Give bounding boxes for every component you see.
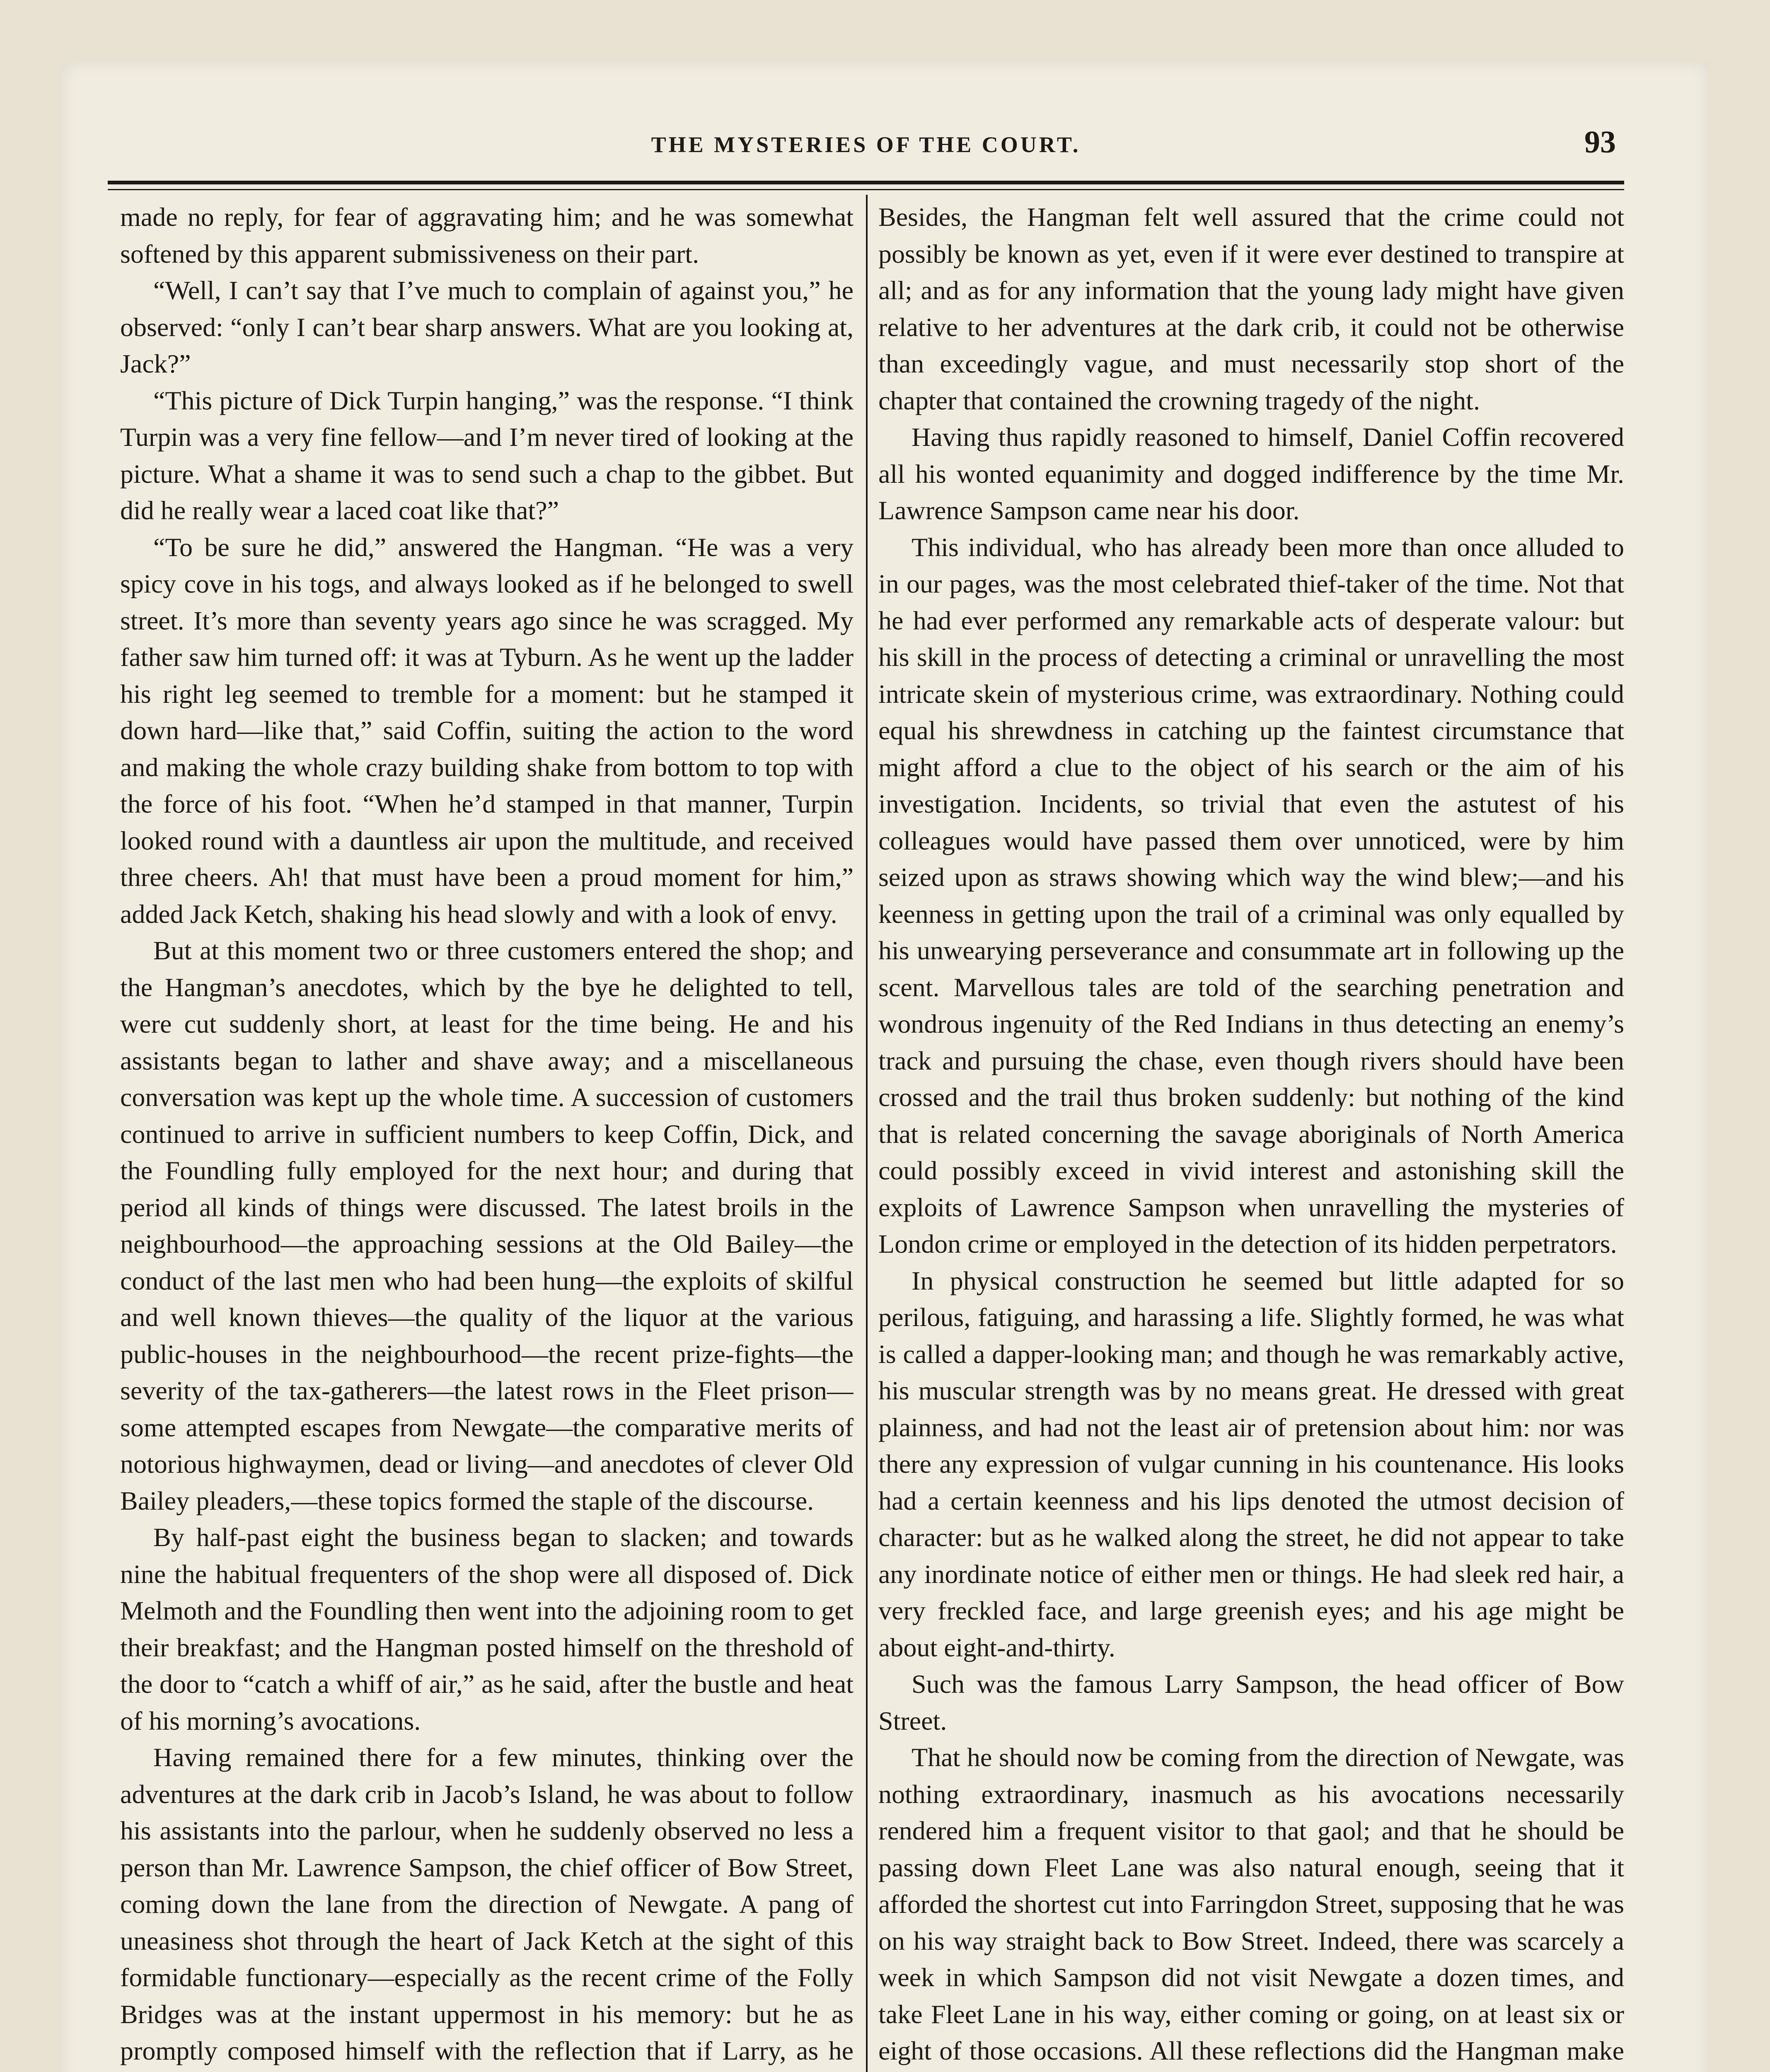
paragraph: Such was the famous Larry Sampson, the head officer of Bow Street.	[878, 1669, 1624, 1736]
left-column	[120, 199, 854, 2072]
header-rule-thin	[108, 189, 1624, 190]
running-head	[108, 124, 1624, 174]
paragraph: Having thus rapidly reasoned to himself, Daniel Coffin recovered all his wonted equanimity and dogged indifference by the time Mr. Lawrence Sampson came near his door.	[878, 422, 1624, 525]
paragraph: Besides, the Hangman felt well assured that the crime could not possibly be known as yet, even if it were ever destined to transpire at all; and as for any information that the young lady might have given relative to her adventures at the dark crib, it could not be otherwise than exceedingly vague, and must necessarily stop short of the chapter that contained the crowning tragedy of the night.	[878, 202, 1624, 415]
header-rule	[108, 181, 1624, 184]
paragraph: “This picture of Dick Turpin hanging,” was the response. “I think Turpin was a very fine fellow—and I’m never tired of looking at the picture. What a shame it was to send such a chap to the gibbet. But did he really wear a laced coat like that?”	[120, 385, 854, 525]
paragraph: By half-past eight the business began to slacken; and towards nine the habitual frequenters of the shop were all disposed of. Dick Melmoth and the Foundling then went into the adjoining room to get their breakfast; and the Hangman posted himself on the threshold of the door to “catch a whiff of air,” as he said, after the bustle and heat of his morning’s avocations.	[120, 1523, 854, 1736]
paragraph: That he should now be coming from the direction of Newgate, was nothing extraordinary, inasmuch as his avocations necessarily rendered him a frequent visitor to that gaol; and that he should be passing down Fleet Lane was also natural enough, seeing that it afforded the shortest cut into Farringdon Street, supposing that he was on his way straight back to Bow Street. Indeed, there was scarcely a week in which Sampson did not visit Newgate a dozen times, and take Fleet Lane in his way, either coming or going, on at least six or eight of those occasions. All these reflections did the Hangman make	[878, 1743, 1624, 2065]
paragraph: made no reply, for fear of aggravating him; and he was somewhat softened by this apparent submissiveness on their part.	[120, 202, 854, 269]
paragraph: But at this moment two or three customers entered the shop; and the Hangman’s anecdotes, which by the bye he delighted to tell, were cut suddenly short, at least for the time being. He and his assistants began to lather and shave away; and a miscellaneous conversation was kept up the whole time. A succession of customers continued to arrive in sufficient numbers to keep Coffin, Dick, and the Foundling fully employed for the next hour; and during that period all kinds of things were discussed. The latest broils in the neighbourhood—the approaching sessions at the Old Bailey—the conduct of the last men who had been hung—the exploits of skilful and well known thieves—the quality of the liquor at the various public-houses in the neighbourhood—the recent prize-fights—the severity of the tax-gatherers—the latest rows in the Fleet prison—some attempted escapes from Newgate—the comparative merits of notorious highwaymen, dead or living—and anecdotes of clever Old Bailey pleaders,—these topics formed the staple of the discourse.	[120, 936, 854, 1515]
column-divider	[866, 195, 868, 2072]
page-number: 93	[1584, 125, 1616, 160]
paragraph: This individual, who has already been more than once alluded to in our pages, was the most celebrated thief-taker of the time. Not that he had ever performed any remarkable acts of desperate valour: but his skill in the process of detecting a criminal or unravelling the most intricate skein of mysterious crime, was extraordinary. Nothing could equal his shrewdness in catching up the faintest circumstance that might afford a clue to the object of his search or the aim of his investigation. Incidents, so trivial that even the astutest of his colleagues would have passed them over unnoticed, were by him seized upon as straws showing which way the wind blew;—and his keenness in getting upon the trail of a criminal was only equalled by his unwearying perseverance and consummate art in following up the scent. Marvellous tales are told of the searching penetration and wondrous ingenuity of the Red Indians in thus detecting an enemy’s track and pursuing the chase, even though rivers should have been crossed and the trail thus broken suddenly: but nothing of the kind that is related concerning the savage aboriginals of North America could possibly exceed in vivid interest and astonishing skill the exploits of Lawrence Sampson when unravelling the mysteries of London crime or employed in the detection of its hidden perpetrators.	[878, 532, 1624, 1259]
paragraph: Having remained there for a few minutes, thinking over the adventures at the dark crib in Jacob’s Island, he was about to follow his assistants into the parlour, when he suddenly observed no less a person than Mr. Lawrence Sampson, the chief officer of Bow Street, coming down the lane from the direction of Newgate. A pang of uneasiness shot through the heart of Jack Ketch at the sight of this formidable functionary—especially as the recent crime of the Folly Bridges was at the instant uppermost in his memory: but he as promptly composed himself with the reflection that if Larry, as he	[120, 1743, 854, 2065]
running-title: THE MYSTERIES OF THE COURT.	[651, 132, 1081, 157]
paragraph: In physical construction he seemed but little adapted for so perilous, fatiguing, and harassing a life. Slightly formed, he was what is called a dapper-looking man; and though he was remarkably active, his muscular strength was by no means great. He dressed with great plainness, and had not the least air of pretension about him: nor was there any expression of vulgar cunning in his countenance. His looks had a certain keenness and his lips denoted the utmost decision of character: but as he walked along the street, he did not appear to take any inordinate notice of either men or things. He had sleek red hair, a very freckled face, and large greenish eyes; and his age might be about eight-and-thirty.	[878, 1266, 1624, 1662]
paragraph: “To be sure he did,” answered the Hangman. “He was a very spicy cove in his togs, and always looked as if he belonged to swell street. It’s more than seventy years ago since he was scragged. My father saw him turned off: it was at Tyburn. As he went up the ladder his right leg seemed to tremble for a moment: but he stamped it down hard—like that,” said Coffin, suiting the action to the word and making the whole crazy building shake from bottom to top with the force of his foot. “When he’d stamped in that manner, Turpin looked round with a dauntless air upon the multitude, and received three cheers. Ah! that must have been a proud moment for him,” added Jack Ketch, shaking his head slowly and with a look of envy.	[120, 532, 854, 929]
paragraph: “Well, I can’t say that I’ve much to complain of against you,” he observed: “only I can’t bear sharp answers. What are you looking at, Jack?”	[120, 276, 854, 378]
right-column	[878, 199, 1624, 2072]
